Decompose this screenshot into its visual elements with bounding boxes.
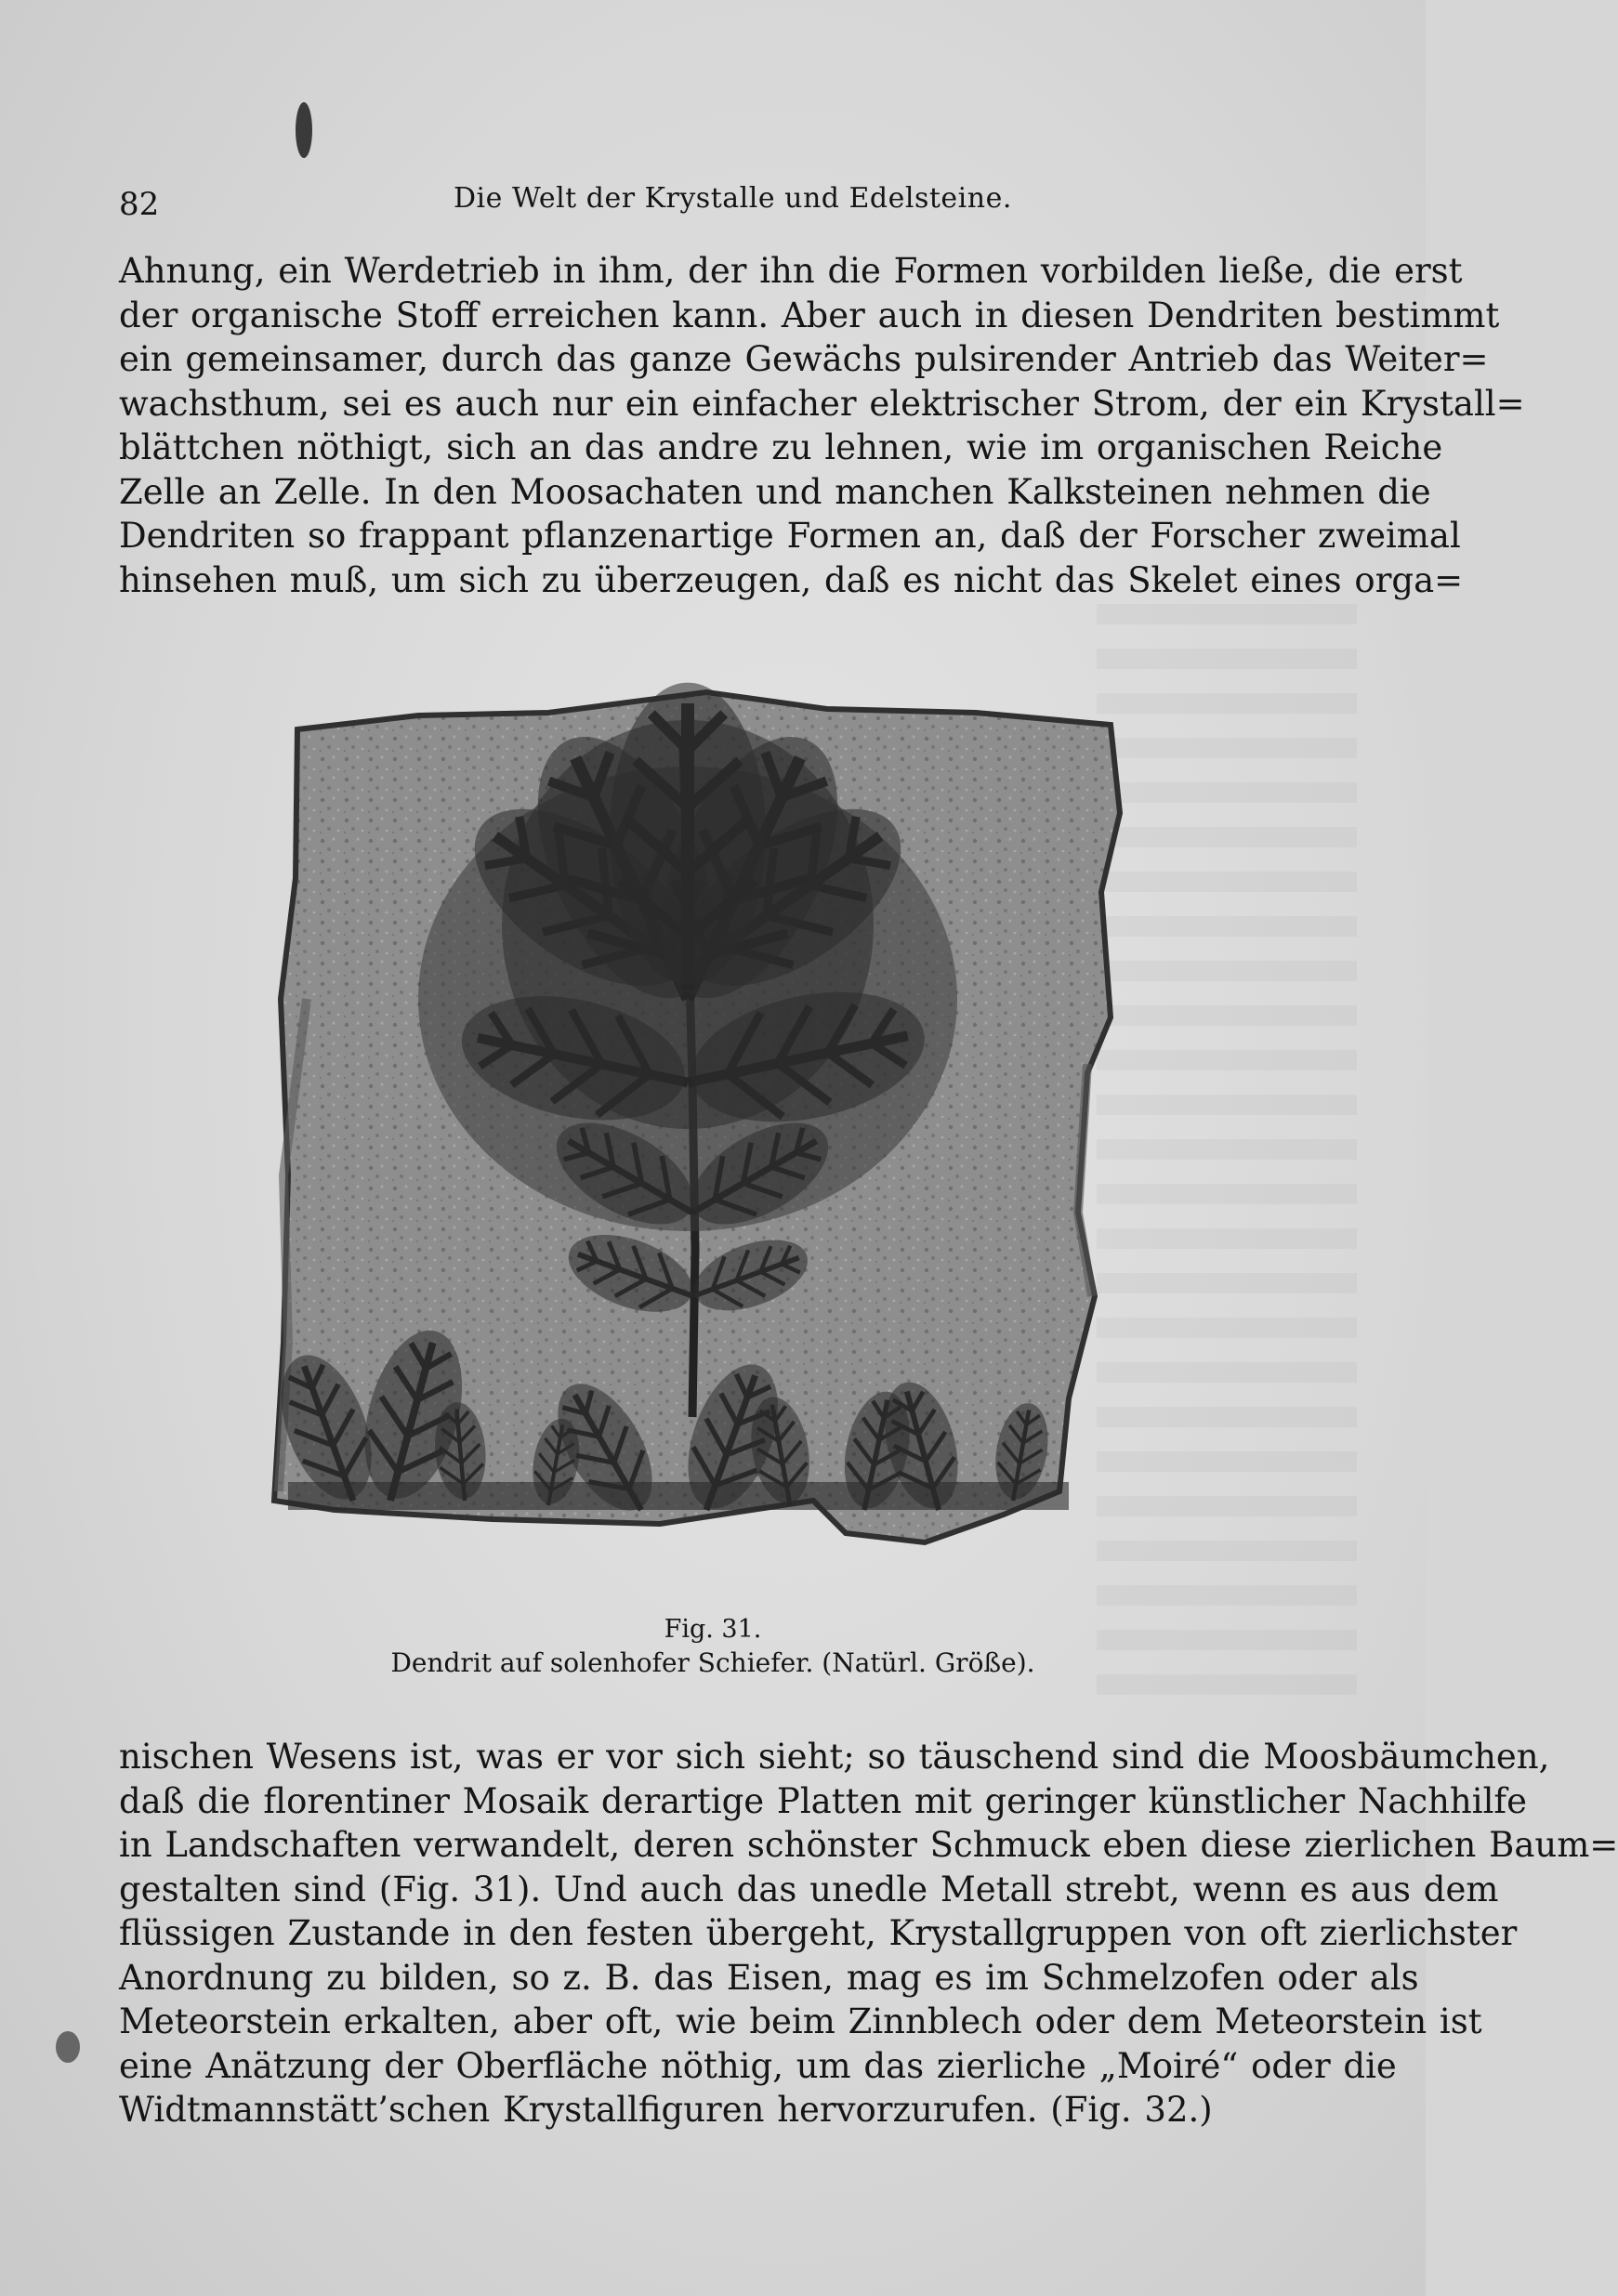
text-line: Dendriten so frappant pflanzenartige Formen an, daß der Forscher zweimal [119,516,1461,556]
figure-dendrite [270,692,1180,1598]
text-line: gestalten sind (Fig. 31). Und auch das unedle Metall strebt, wenn es aus dem [119,1869,1499,1909]
text-line: wachsthum, sei es auch nur ein einfacher elektrischer Strom, der ein Krystall= [119,383,1525,424]
text-line: in Landschaften verwandelt, deren schönster Schmuck eben diese zierlichen Baum= [119,1825,1618,1865]
body-text-top [119,249,1525,602]
running-head: Die Welt der Krystalle und Edelsteine. [454,182,1012,215]
text-line: Widtmannstätt’schen Krystallfiguren hervorzurufen. (Fig. 32.) [119,2090,1213,2130]
text-line: Ahnung, ein Werdetrieb in ihm, der ihn die Formen vorbilden ließe, die erst [119,251,1463,291]
text-line: eine Anätzung der Oberfläche nöthig, um das zierliche „Moiré“ oder die [119,2045,1397,2086]
ink-smudge [296,102,312,158]
text-line: flüssigen Zustande in den festen übergeht, Krystallgruppen von oft zierlichster [119,1913,1518,1953]
figure-caption: Dendrit auf solenhofer Schiefer. (Natürl. Größe). [390,1647,1035,1678]
text-line: nischen Wesens ist, was er vor sich sieht; so täuschend sind die Moosbäumchen, [119,1737,1550,1777]
page-number: 82 [119,186,160,223]
text-line: hinsehen muß, um sich zu überzeugen, daß es nicht das Skelet eines orga= [119,559,1464,600]
text-line: blättchen nöthigt, sich an das andre zu lehnen, wie im organischen Reiche [119,427,1443,467]
text-line: ein gemeinsamer, durch das ganze Gewächs pulsirender Antrieb das Weiter= [119,339,1489,379]
text-line: der organische Stoff erreichen kann. Aber auch in diesen Dendriten bestimmt [119,295,1500,335]
figure-label: Fig. 31. [664,1615,762,1644]
text-line: Anordnung zu bilden, so z. B. das Eisen, mag es im Schmelzofen oder als [119,1957,1419,1998]
dendrite-illustration [270,692,1180,1598]
text-line: Zelle an Zelle. In den Moosachaten und manchen Kalksteinen nehmen die [119,471,1431,512]
body-text-bottom [119,1735,1618,2132]
ink-smudge [56,2031,80,2063]
text-line: Meteorstein erkalten, aber oft, wie beim Zinnblech oder dem Meteorstein ist [119,2001,1482,2041]
text-line: daß die florentiner Mosaik derartige Platten mit geringer künstlicher Nachhilfe [119,1780,1528,1821]
page-header [119,182,1327,229]
